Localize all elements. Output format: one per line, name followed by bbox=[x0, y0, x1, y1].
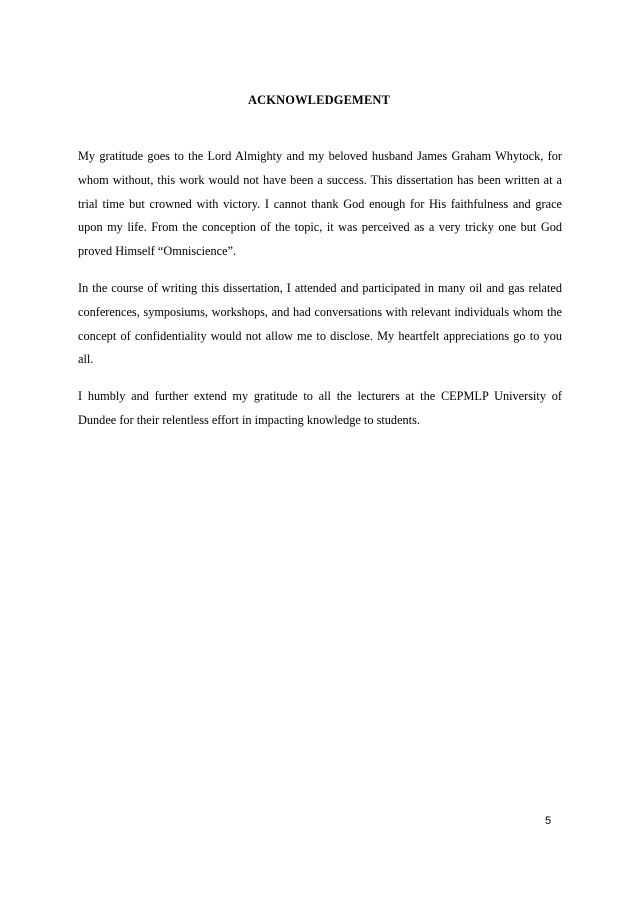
page-number: 5 bbox=[545, 815, 552, 827]
page-title: ACKNOWLEDGEMENT bbox=[247, 93, 391, 107]
paragraph-gratitude: My gratitude goes to the Lord Almighty and my beloved husband James Graham Whytock, for whom without, this work would not have been a success. This dissertation has been written at a trial time but crowned with victory. I cannot thank God enough for His faithfulness and grace upon my life. From the conception of the topic, it was perceived as a very tricky one but God proved Himself “Omniscience”. bbox=[78, 149, 562, 259]
paragraph-lecturers: I humbly and further extend my gratitude to all the lecturers at the CEPMLP University of Dundee for their relentless effort in impacting knowledge to students. bbox=[78, 389, 562, 427]
acknowledgement-body bbox=[78, 145, 562, 446]
paragraph-conferences: In the course of writing this dissertation, I attended and participated in many oil and gas related conferences, symposiums, workshops, and had conversations with relevant individuals whom the concept of confidentiality would not allow me to disclose. My heartfelt appreciations go to you all. bbox=[78, 280, 562, 367]
